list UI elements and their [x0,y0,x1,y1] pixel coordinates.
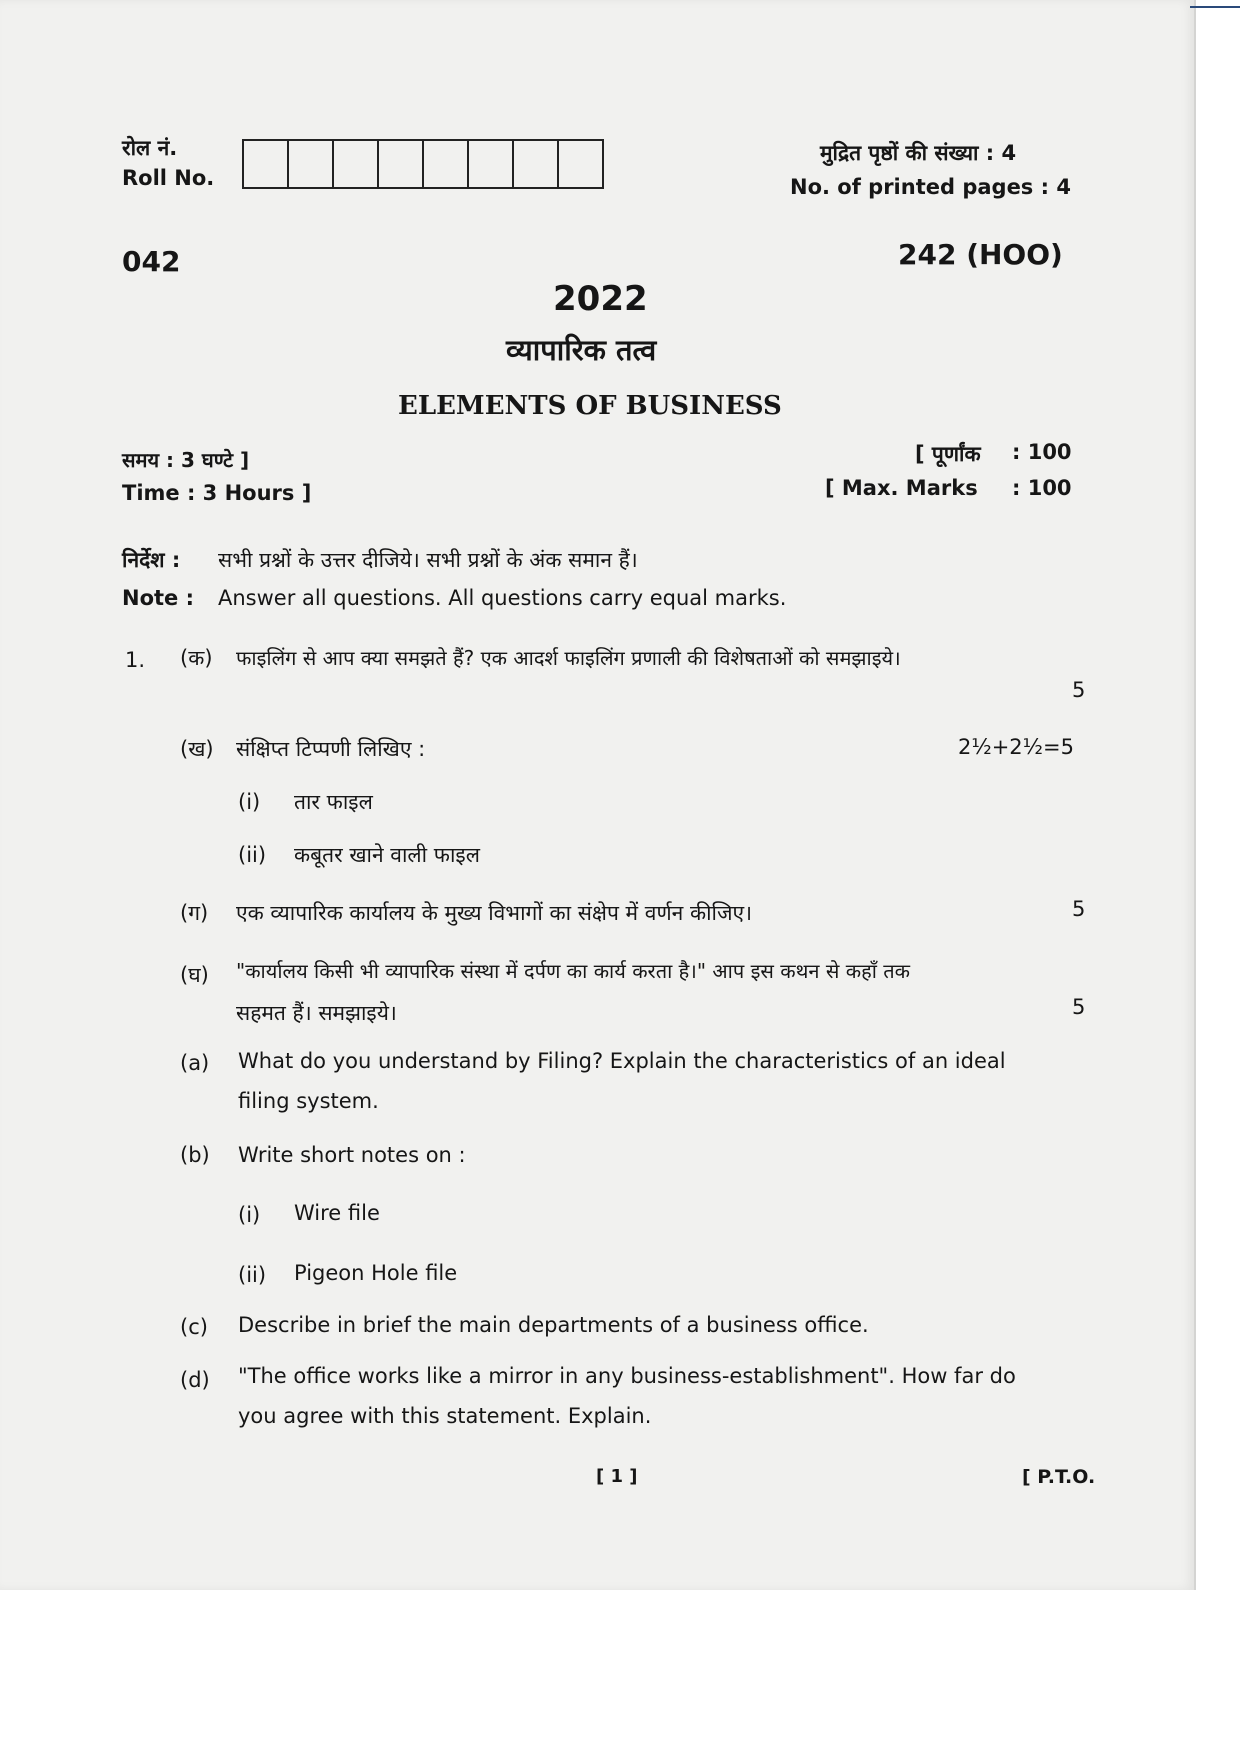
roll-number-cell[interactable] [332,139,379,189]
exam-year: 2022 [553,279,648,319]
q1-english-b-ii-label: (ii) [238,1263,267,1287]
q1-english-a-label: (a) [180,1051,210,1075]
max-marks-hindi-value: : 100 [1012,440,1072,464]
printed-pages-english: No. of printed pages : 4 [790,175,1071,199]
instruction-label-english: Note : [122,586,194,610]
q1-hindi-b-i-text: तार फाइल [294,790,373,814]
roll-number-cell[interactable] [512,139,559,189]
roll-number-cell[interactable] [557,139,604,189]
max-marks-english-value: : 100 [1012,476,1072,500]
page-edge [1194,0,1196,1590]
q1-english-d-label: (d) [180,1368,210,1392]
q1-hindi-a-label: (क) [180,646,213,670]
q1-hindi-a-text: फाइलिंग से आप क्या समझते हैं? एक आदर्श फाइलिंग प्रणाली की विशेषताओं को समझाइये। [236,646,901,670]
roll-number-cell[interactable] [467,139,514,189]
time-hindi: समय : 3 घण्टे ] [122,448,250,472]
q1-hindi-b-text: संक्षिप्त टिप्पणी लिखिए : [236,737,426,761]
roll-number-cell[interactable] [377,139,424,189]
q1-hindi-b-label: (ख) [180,737,214,761]
roll-label-hindi: रोल नं. [122,136,178,160]
q1-english-a-line2: filing system. [238,1089,379,1113]
q1-english-a-line1: What do you understand by Filing? Explain the characteristics of an ideal [238,1049,1006,1073]
roll-label-english: Roll No. [122,166,215,190]
question-number: 1. [125,648,146,672]
roll-number-boxes[interactable] [244,139,604,189]
max-marks-english-label: [ Max. Marks [825,476,978,500]
q1-hindi-c-marks: 5 [1072,897,1086,921]
q1-hindi-c-text: एक व्यापारिक कार्यालय के मुख्य विभागों का संक्षेप में वर्णन कीजिए। [236,901,753,925]
q1-hindi-c-label: (ग) [180,901,209,925]
roll-number-cell[interactable] [422,139,469,189]
q1-english-b-ii-text: Pigeon Hole file [294,1261,458,1285]
q1-english-d-line2: you agree with this statement. Explain. [238,1404,652,1428]
max-marks-hindi-label: [ पूर्णांक [915,442,981,466]
q1-hindi-b-ii-text: कबूतर खाने वाली फाइल [294,843,480,867]
q1-hindi-d-label: (घ) [180,963,209,987]
please-turn-over: [ P.T.O. [1022,1466,1096,1488]
paper-code-right: 242 (HOO) [898,238,1063,271]
q1-english-c-label: (c) [180,1315,208,1339]
q1-english-b-text: Write short notes on : [238,1143,466,1167]
q1-hindi-d-text-line2: सहमत हैं। समझाइये। [236,1001,397,1025]
q1-hindi-b-ii-label: (ii) [238,843,267,867]
q1-english-c-text: Describe in brief the main departments of a business office. [238,1313,869,1337]
subject-title-english: ELEMENTS OF BUSINESS [398,391,782,421]
q1-english-b-i-text: Wire file [294,1201,380,1225]
q1-hindi-d-marks: 5 [1072,995,1086,1019]
q1-english-b-i-label: (i) [238,1203,261,1227]
roll-number-cell[interactable] [242,139,289,189]
instruction-text-hindi: सभी प्रश्नों के उत्तर दीजिये। सभी प्रश्नों के अंक समान हैं। [218,548,638,572]
q1-english-d-line1: "The office works like a mirror in any business-establishment". How far do [238,1364,1016,1388]
roll-number-cell[interactable] [287,139,334,189]
page-number: [ 1 ] [596,1466,638,1487]
instruction-text-english: Answer all questions. All questions carry equal marks. [218,586,787,610]
q1-hindi-b-i-label: (i) [238,790,261,814]
paper-code-left: 042 [122,245,181,278]
subject-title-hindi: व्यापारिक तत्व [506,333,657,367]
time-english: Time : 3 Hours ] [122,481,312,505]
q1-english-b-label: (b) [180,1143,210,1167]
printed-pages-hindi: मुद्रित पृष्ठों की संख्या : 4 [820,141,1017,165]
q1-hindi-a-marks: 5 [1072,678,1086,702]
instruction-label-hindi: निर्देश : [122,548,181,572]
corner-mark [1190,0,1240,8]
q1-hindi-d-text-line1: "कार्यालय किसी भी व्यापारिक संस्था में दर्पण का कार्य करता है।" आप इस कथन से कहाँ तक [236,959,911,983]
q1-hindi-b-marks: 2½+2½=5 [958,735,1074,759]
